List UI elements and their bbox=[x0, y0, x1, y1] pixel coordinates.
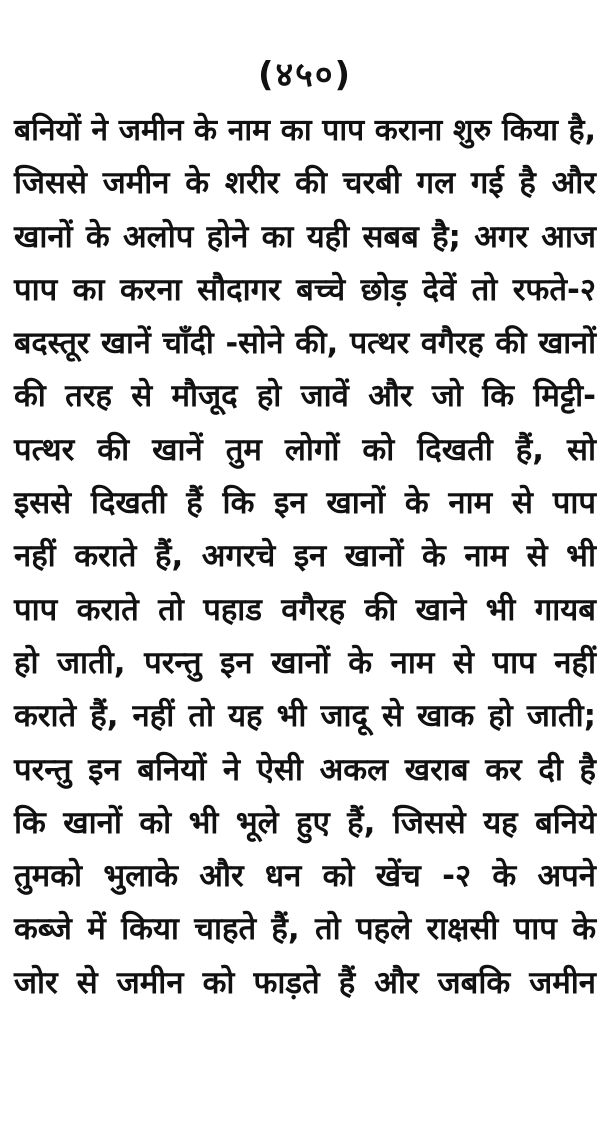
text-line: कराते हैं, नहीं तो यह भी जादू से खाक हो जाती; bbox=[14, 698, 596, 735]
text-line: बनियों ने जमीन के नाम का पाप कराना शुरु किया है, bbox=[14, 113, 596, 148]
text-line: खानों के अलोप होने का यही सबब है; अगर आज bbox=[14, 218, 596, 255]
text-line: तुमको भुलाके और धन को खेंच -२ के अपने bbox=[14, 858, 596, 895]
text-line: जिससे जमीन के शरीर की चरबी गल गई है और bbox=[14, 165, 596, 202]
text-line: पत्थर की खानें तुम लोगों को दिखती हैं, सो bbox=[14, 431, 596, 468]
text-line: कि खानों को भी भूले हुए हैं, जिससे यह बनिये bbox=[14, 804, 596, 841]
page-number: (४५०) bbox=[257, 55, 353, 95]
text-line: पाप का करना सौदागर बच्चे छोड़ देवें तो रफते-२ bbox=[14, 271, 596, 308]
text-line: इससे दिखती हैं कि इन खानों के नाम से पाप bbox=[14, 485, 596, 522]
text-line: जोर से जमीन को फाड़ते हैं और जबकि जमीन bbox=[14, 964, 596, 1001]
text-line: कब्जे में किया चाहते हैं, तो पहले राक्षसी पाप के bbox=[14, 911, 596, 948]
text-line: परन्तु इन बनियों ने ऐसी अकल खराब कर दी है bbox=[14, 751, 596, 788]
text-line: हो जाती, परन्तु इन खानों के नाम से पाप नहीं bbox=[14, 644, 596, 681]
body-text bbox=[14, 104, 596, 1010]
text-line: की तरह से मौजूद हो जावें और जो कि मिट्टी- bbox=[14, 378, 596, 415]
text-line: बदस्तूर खानें चाँदी -सोने की, पत्थर वगैरह की खानों bbox=[14, 326, 596, 362]
text-line: पाप कराते तो पहाड वगैरह की खाने भी गायब bbox=[14, 591, 596, 628]
text-line: नहीं कराते हैं, अगरचे इन खानों के नाम से भी bbox=[14, 538, 596, 575]
